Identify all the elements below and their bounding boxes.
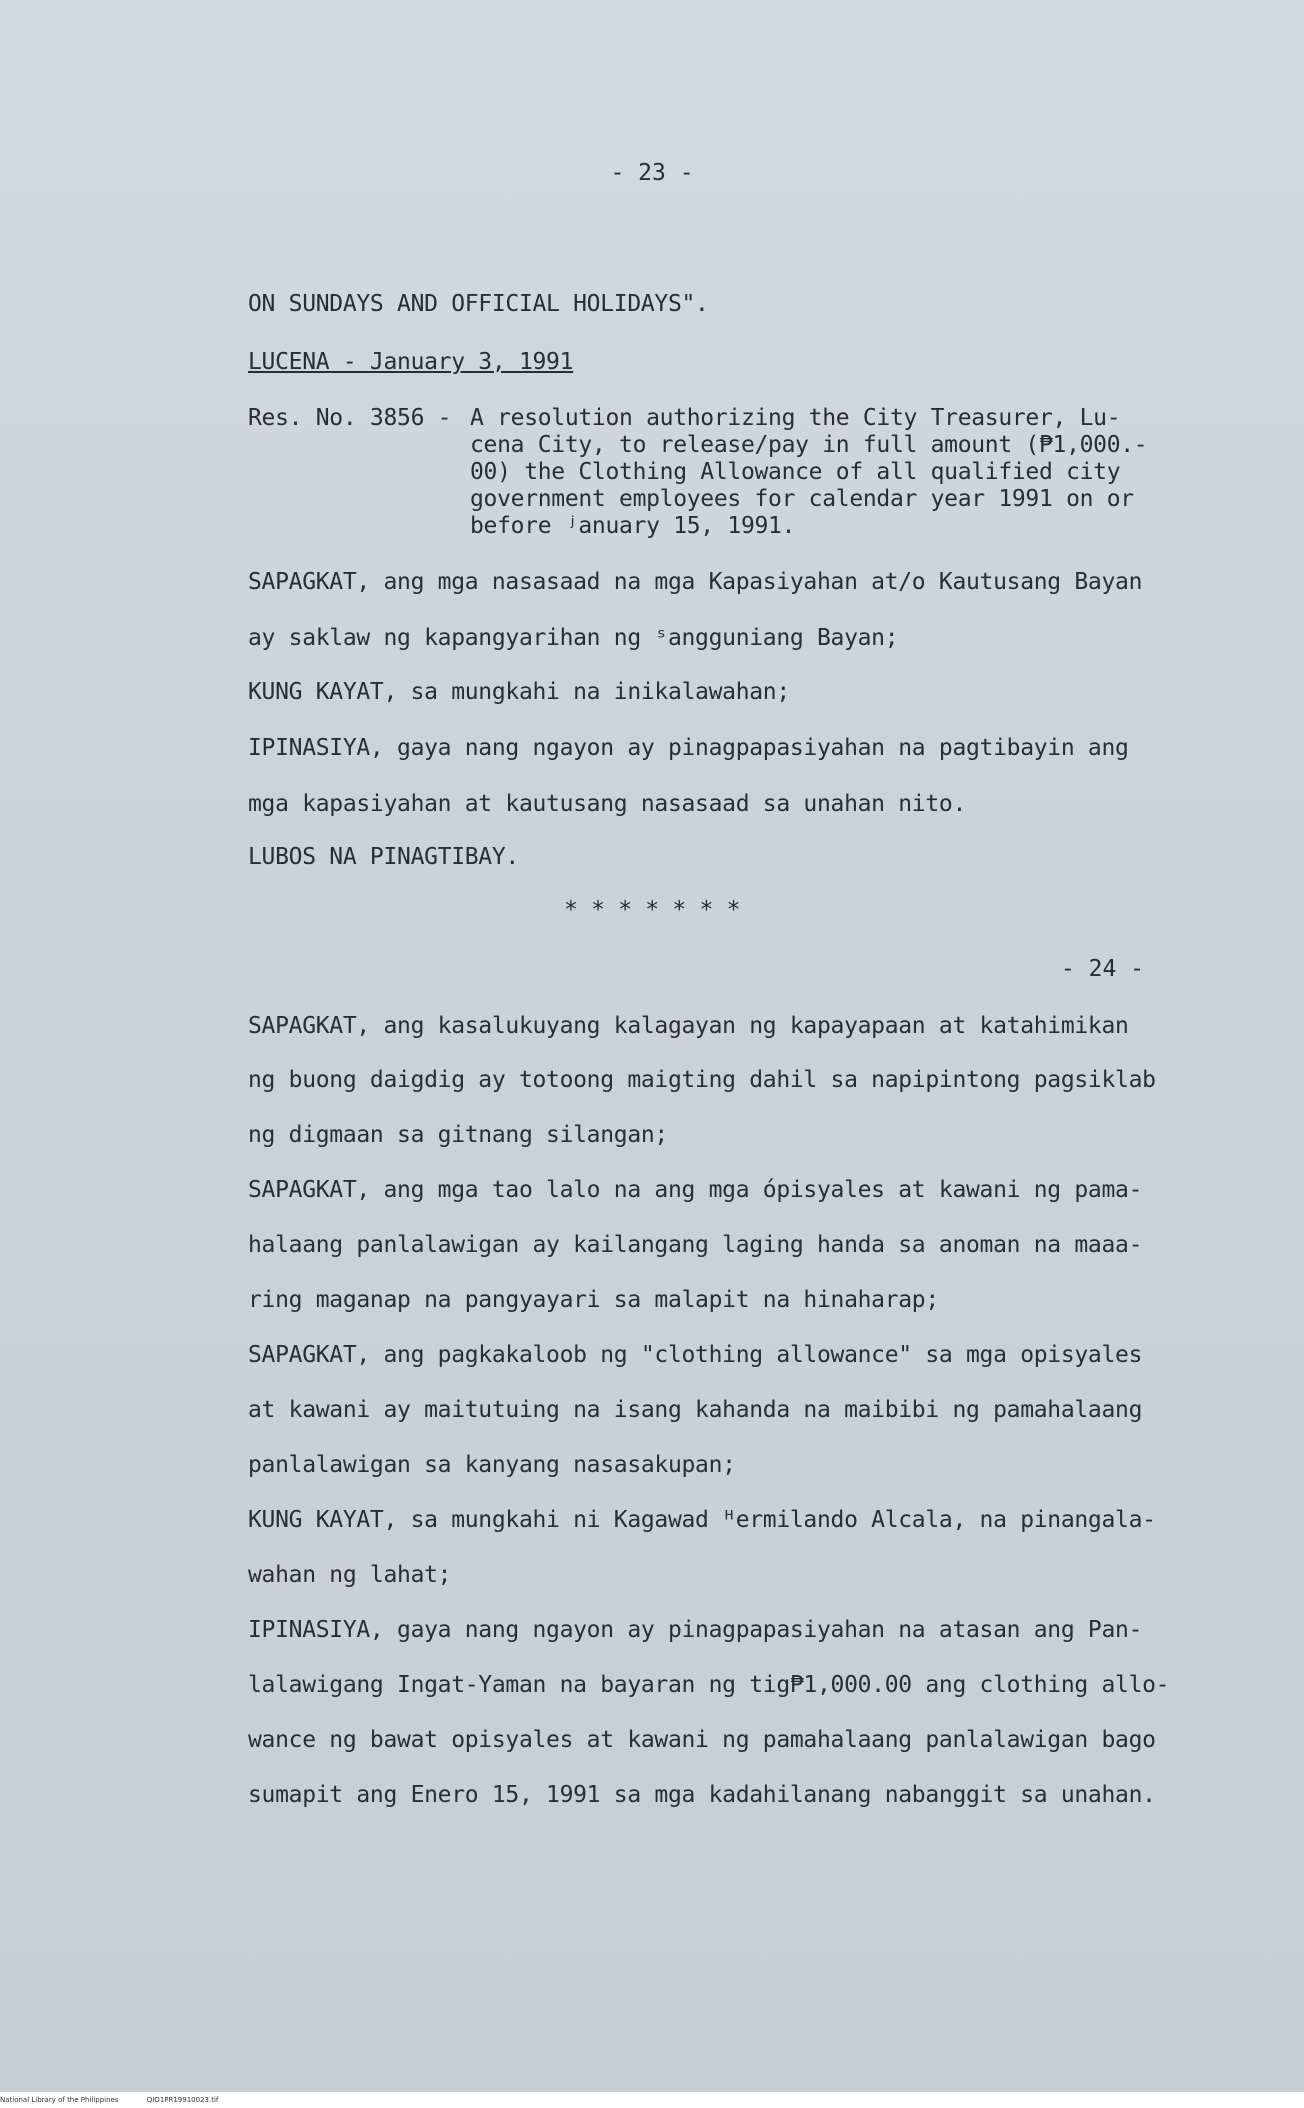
resolution-line: government employees for calendar year 1991 on or <box>470 486 1134 512</box>
resolution-label: Res. No. 3856 - <box>248 405 452 431</box>
section1-line: mga kapasiyahan at kautusang nasasaad sa unahan nito. <box>248 791 967 817</box>
divider-asterisks: * * * * * * * <box>564 897 741 923</box>
section1-line: SAPAGKAT, ang mga nasasaad na mga Kapasiyahan at/o Kautusang Bayan <box>248 569 1143 595</box>
section2-line: SAPAGKAT, ang kasalukuyang kalagayan ng kapayapaan at katahimikan <box>248 1013 1129 1039</box>
footer-library: National Library of the Philippines <box>0 2096 119 2104</box>
section2-line: panlalawigan sa kanyang nasasakupan; <box>248 1452 736 1478</box>
footer-filename: QIO1PR19910023.tif <box>146 2096 219 2104</box>
header-line: ON SUNDAYS AND OFFICIAL HOLIDAYS". <box>248 291 709 317</box>
section2-line: SAPAGKAT, ang pagkakaloob ng "clothing allowance" sa mga opisyales <box>248 1342 1143 1368</box>
scan-footer <box>0 2092 1304 2108</box>
section2-line: SAPAGKAT, ang mga tao lalo na ang mga ópisyales at kawani ng pama- <box>248 1177 1143 1203</box>
resolution-line: 00) the Clothing Allowance of all qualified city <box>470 459 1121 485</box>
section2-line: halaang panlalawigan ay kailangang laging handa sa anoman na maaa- <box>248 1232 1143 1258</box>
section2-line: sumapit ang Enero 15, 1991 sa mga kadahilanang nabanggit sa unahan. <box>248 1782 1156 1808</box>
section2-line: wance ng bawat opisyales at kawani ng pamahalaang panlalawigan bago <box>248 1727 1156 1753</box>
section1-line: KUNG KAYAT, sa mungkahi na inikalawahan; <box>248 679 790 705</box>
date-heading: LUCENA - January 3, 1991 <box>248 349 574 375</box>
section1-line: IPINASIYA, gaya nang ngayon ay pinagpapasiyahan na pagtibayin ang <box>248 735 1129 761</box>
section2-line: at kawani ay maitutuing na isang kahanda na maibibi ng pamahalaang <box>248 1397 1143 1423</box>
section2-line: ng buong daigdig ay totoong maigting dahil sa napipintong pagsiklab <box>248 1067 1156 1093</box>
resolution-line: cena City, to release/pay in full amount (₱1,000.- <box>470 432 1148 458</box>
section2-line: ng digmaan sa gitnang silangan; <box>248 1122 668 1148</box>
section2-line: KUNG KAYAT, sa mungkahi ni Kagawad ᴴermilando Alcala, na pinangala- <box>248 1507 1156 1533</box>
page-number-top: - 23 - <box>610 160 694 186</box>
section2-line: ring maganap na pangyayari sa malapit na hinaharap; <box>248 1287 939 1313</box>
resolution-line: before ʲanuary 15, 1991. <box>470 513 796 539</box>
resolution-line: A resolution authorizing the City Treasurer, Lu- <box>470 405 1121 431</box>
section2-line: lalawigang Ingat-Yaman na bayaran ng tig₱1,000.00 ang clothing allo- <box>248 1672 1170 1698</box>
section1-line: ay saklaw ng kapangyarihan ng ˢangguniang Bayan; <box>248 625 899 651</box>
page-number-mid: - 24 - <box>1060 956 1144 982</box>
section1-line: LUBOS NA PINAGTIBAY. <box>248 844 519 870</box>
section2-line: IPINASIYA, gaya nang ngayon ay pinagpapasiyahan na atasan ang Pan- <box>248 1617 1143 1643</box>
section2-line: wahan ng lahat; <box>248 1562 452 1588</box>
